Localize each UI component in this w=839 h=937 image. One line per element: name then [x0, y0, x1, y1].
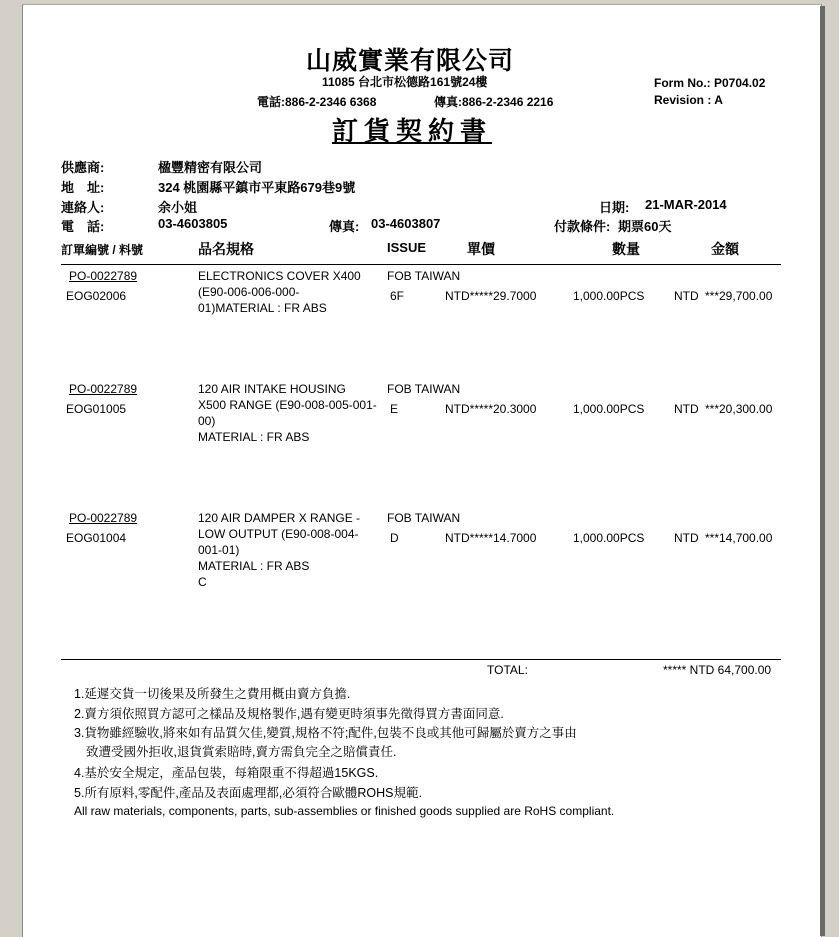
company-address: 11085 台北市松德路161號24樓: [322, 75, 488, 89]
supplier-address: 324 桃園縣平鎮市平東路679巷9號: [158, 180, 356, 195]
column-amount: 金額: [711, 241, 739, 257]
unit-price-value: NTD*****29.7000: [445, 289, 537, 303]
note-line: 致遭受國外拒收,退貨賞索賠時,賣方需負完全之賠償責任.: [86, 745, 397, 759]
item-desc-line: MATERIAL : FR ABS: [198, 430, 310, 444]
qty-value: 1,000.00PCS: [573, 289, 645, 303]
item-desc-line: 120 AIR INTAKE HOUSING: [198, 382, 346, 396]
item-desc-line: MATERIAL : FR ABS: [198, 559, 310, 573]
form-number: Form No.: P0704.02: [654, 76, 766, 90]
amount-value: ***20,300.00: [705, 402, 773, 416]
note-line-rohs: All raw materials, components, parts, sub-assemblies or finished goods supplied are RoHS compliant.: [74, 804, 615, 818]
column-item: 品名規格: [198, 241, 254, 257]
supplier-address-label: 地 址:: [61, 180, 105, 195]
document-page: [22, 4, 822, 937]
delivery-terms: FOB TAIWAN: [387, 269, 461, 283]
item-desc-line: LOW OUTPUT (E90-008-004-: [198, 527, 359, 541]
qty-value: 1,000.00PCS: [573, 531, 645, 545]
revision: Revision : A: [654, 93, 723, 107]
phone-label: 電 話:: [61, 219, 105, 234]
header-divider: [61, 264, 781, 265]
column-unit-price: 單價: [467, 241, 495, 257]
supplier-name: 楹豐精密有限公司: [158, 160, 263, 175]
note-line: 3.貨物雖經驗收,將來如有品質欠佳,變質,規格不符;配件,包裝不良或其他可歸屬於賣方之事由: [74, 726, 577, 740]
po-number: PO-0022789: [69, 269, 138, 283]
total-divider: [61, 659, 781, 660]
delivery-terms: FOB TAIWAN: [387, 511, 461, 525]
part-number: EOG01004: [66, 531, 127, 545]
unit-price-value: NTD*****14.7000: [445, 531, 537, 545]
issue-value: E: [390, 402, 399, 416]
company-name: 山威實業有限公司: [306, 46, 515, 75]
payment-terms-label: 付款條件:: [554, 219, 611, 234]
note-line: 1.延遲交貨一切後果及所發生之費用概由賣方負擔.: [74, 687, 351, 701]
item-desc-line: 00): [198, 414, 216, 428]
item-desc-line: (E90-006-006-000-: [198, 285, 300, 299]
column-order-no: 訂單編號 / 料號: [61, 243, 144, 257]
phone-value: 03-4603805: [158, 216, 228, 231]
part-number: EOG01005: [66, 402, 127, 416]
qty-value: 1,000.00PCS: [573, 402, 645, 416]
item-desc-line: ELECTRONICS COVER X400: [198, 269, 361, 283]
fax-label: 傳真:: [329, 219, 360, 234]
column-qty: 數量: [612, 241, 640, 257]
item-desc-line: X500 RANGE (E90-008-005-001-: [198, 398, 377, 412]
issue-value: 6F: [390, 289, 405, 303]
unit-price-value: NTD*****20.3000: [445, 402, 537, 416]
note-line: 5.所有原料,零配件,產品及表面處理都,必須符合歐體ROHS規範.: [74, 786, 422, 800]
item-desc-line: 01)MATERIAL : FR ABS: [198, 301, 327, 315]
amount-value: ***14,700.00: [705, 531, 773, 545]
item-desc-line: 001-01): [198, 543, 240, 557]
currency-value: NTD: [674, 531, 699, 545]
amount-value: ***29,700.00: [705, 289, 773, 303]
currency-value: NTD: [674, 402, 699, 416]
note-line: 2.賣方須依照買方認可之樣品及規格製作,遇有變更時須事先徵得買方書面同意.: [74, 707, 504, 721]
company-fax: 傳真:886-2-2346 2216: [434, 95, 554, 109]
item-desc-line: 120 AIR DAMPER X RANGE -: [198, 511, 361, 525]
part-number: EOG02006: [66, 289, 127, 303]
delivery-terms: FOB TAIWAN: [387, 382, 461, 396]
supplier-label: 供應商:: [61, 160, 105, 175]
column-issue: ISSUE: [387, 240, 427, 255]
document-title: 訂貨契約書: [332, 117, 493, 147]
contact-value: 余小姐: [158, 200, 198, 215]
company-phone: 電話:886-2-2346 6368: [257, 95, 377, 109]
payment-terms-value: 期票60天: [618, 219, 672, 234]
date-label: 日期:: [599, 200, 630, 215]
currency-value: NTD: [674, 289, 699, 303]
contact-label: 連絡人:: [61, 200, 105, 215]
fax-value: 03-4603807: [371, 216, 441, 231]
date-value: 21-MAR-2014: [645, 197, 727, 212]
total-value: ***** NTD 64,700.00: [663, 663, 772, 677]
note-line: 4.基於安全規定，產品包裝，每箱限重不得超過15KGS.: [74, 766, 379, 780]
item-desc-line: C: [198, 575, 207, 589]
total-label: TOTAL:: [487, 663, 528, 677]
page-shadow: [820, 6, 825, 936]
po-number: PO-0022789: [69, 382, 138, 396]
po-number: PO-0022789: [69, 511, 138, 525]
issue-value: D: [390, 531, 399, 545]
